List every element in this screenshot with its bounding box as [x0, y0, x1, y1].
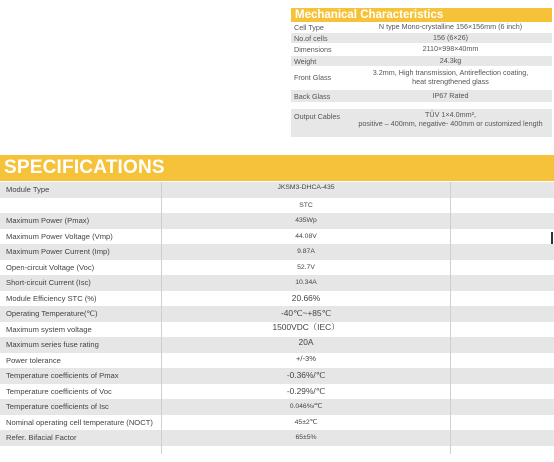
- spec-value: 65±5%: [295, 434, 317, 441]
- spec-label: Open-circuit Voltage (Voc): [6, 262, 95, 272]
- spec-label: Maximum Power Current (Imp): [6, 247, 110, 256]
- mech-value-line: positive – 400mm, negative- 400mm or customized length: [358, 118, 543, 128]
- spec-label: Nominal operating cell temperature (NOCT): [6, 417, 153, 427]
- spec-label: Short-circuit Current (Isc): [6, 278, 91, 287]
- specifications-title: SPECIFICATIONS: [0, 155, 554, 181]
- spec-label: Refer. Bifacial Factor: [6, 433, 77, 442]
- spec-row-vmp: [0, 229, 554, 245]
- spec-value: 10.34A: [295, 279, 317, 286]
- mech-label: Back Glass: [294, 91, 331, 101]
- spec-label: Module Type: [6, 185, 50, 194]
- mech-label: Weight: [294, 56, 317, 66]
- column-divider: [161, 182, 162, 454]
- spec-row-efficiency: [0, 291, 554, 307]
- spec-value: 44.08V: [295, 232, 317, 240]
- spec-value: +/-3%: [295, 353, 317, 363]
- spec-value: 435Wp: [295, 217, 317, 224]
- spec-value: STC: [299, 201, 313, 209]
- mech-row-dimensions: [291, 43, 552, 56]
- mech-value: [349, 69, 552, 86]
- spec-value: 52.7V: [297, 263, 315, 271]
- spec-value: 1500VDC（IEC）: [272, 321, 340, 332]
- spec-value: JKSM3-DHCA-435: [277, 184, 335, 191]
- mech-value-line: 3.2mm, High transmission, Antireflection coating,: [372, 67, 529, 77]
- specifications-table: [0, 182, 554, 446]
- spec-row-power-tolerance: [0, 353, 554, 369]
- spec-row-module-type: [0, 182, 554, 198]
- mech-row-back-glass: [291, 90, 552, 102]
- mech-value: [349, 111, 552, 128]
- mechanical-title: Mechanical Characteristics: [291, 8, 552, 22]
- spec-row-fuse-rating: [0, 337, 554, 353]
- spec-row-temp-coeff-pmax: [0, 368, 554, 384]
- spec-value: -40℃~+85℃: [280, 308, 331, 318]
- spec-label: Temperature coefficients of Isc: [6, 402, 109, 411]
- mech-value-line: TÜV 1×4.0mm²,: [425, 110, 476, 119]
- spec-value: -0.29%/℃: [286, 385, 326, 396]
- mech-label: Dimensions: [294, 45, 332, 54]
- spec-label: Power tolerance: [6, 355, 61, 365]
- mech-label: No.of cells: [294, 33, 328, 43]
- column-divider: [450, 182, 451, 454]
- mech-value: N type Mono-crystalline 156×156mm (6 inch): [378, 22, 523, 32]
- mech-label: Output Cables: [294, 112, 340, 121]
- spec-value: 45±2℃: [294, 418, 318, 426]
- mech-value: 156 (6×26): [433, 32, 468, 42]
- spec-row-temp-coeff-voc: [0, 384, 554, 400]
- spec-row-bifacial-factor: [0, 430, 554, 446]
- mech-value: 24.3kg: [439, 55, 462, 65]
- mech-row-output-cables: [291, 109, 552, 137]
- mech-label: Front Glass: [294, 73, 332, 82]
- spec-label: Maximum Power Voltage (Vmp): [6, 231, 113, 241]
- spec-row-pmax: [0, 213, 554, 229]
- spec-label: Operating Temperature(℃): [6, 309, 98, 318]
- spec-row-stc: [0, 198, 554, 214]
- mech-row-cell-type: [291, 22, 552, 33]
- spec-row-temp-coeff-isc: [0, 399, 554, 415]
- spec-value: 20.66%: [291, 292, 321, 303]
- mech-label: Cell Type: [294, 23, 324, 32]
- spec-label: Module Efficiency STC (%): [6, 293, 97, 303]
- spec-value: 9.87A: [297, 248, 315, 255]
- spec-row-system-voltage: [0, 322, 554, 338]
- spec-label: Maximum system voltage: [6, 324, 92, 334]
- spec-label: Maximum Power (Pmax): [6, 216, 90, 225]
- spec-row-noct: [0, 415, 554, 431]
- spec-value: 0.046%/℃: [289, 403, 323, 410]
- edge-marker: [551, 232, 553, 244]
- spec-row-isc: [0, 275, 554, 291]
- spec-label: Temperature coefficients of Voc: [6, 386, 112, 396]
- mech-value: 2110×998×40mm: [422, 44, 479, 54]
- spec-row-voc: [0, 260, 554, 276]
- mech-row-cells: [291, 33, 552, 43]
- mech-row-front-glass: [291, 66, 552, 89]
- spec-label: Maximum series fuse rating: [6, 340, 99, 349]
- spec-value: 20A: [298, 337, 314, 347]
- mech-value-line: heat strengthened glass: [412, 76, 489, 86]
- spec-label: Temperature coefficients of Pmax: [6, 371, 119, 380]
- spec-row-imp: [0, 244, 554, 260]
- spec-row-operating-temp: [0, 306, 554, 322]
- mech-value: IP67 Rated: [432, 90, 469, 100]
- mech-row-weight: [291, 56, 552, 66]
- mechanical-characteristics-table: [291, 8, 552, 137]
- spec-value: -0.36%/℃: [286, 370, 326, 380]
